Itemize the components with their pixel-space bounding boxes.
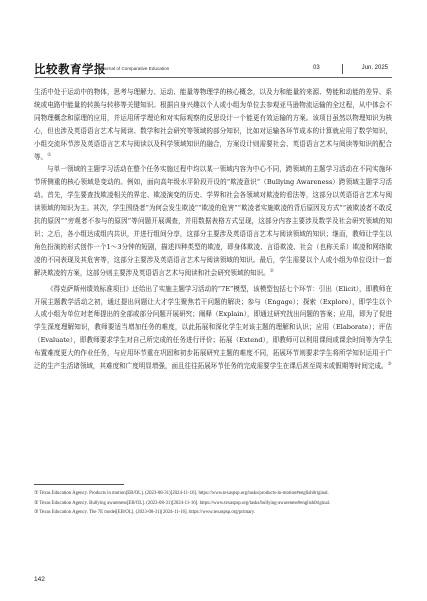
page-header — [34, 64, 392, 80]
footnote-2: ② Texas Education Agency. Bullying awareness[EB/OL]. (2023-08-31)[2024-11-16]. https://www.texaspsp.org/tasks/bullying-awareness#english0riginal. — [34, 500, 331, 506]
footnote-ref-1[interactable]: ① — [47, 152, 52, 158]
header-separator — [342, 64, 343, 74]
issue-number: 03 — [313, 65, 320, 71]
footnote-ref-2[interactable]: ② — [269, 268, 274, 274]
paragraph-3-text: 《得克萨斯州绩效标准项目》还给出了实施主题学习活动的“7E”模型，该模型包括七个环节：引出（Elicit），即教师在开展主题教学活动之初，通过提出问题让大才学生聚焦若干问题的解决；参与（Engage）；探索（Explore），即学生以个人或小组为单位对老师提出的全部或部分问题开展研究；阐释（Explain），即通过研究找出问题的答案；应用，即为了促进学生深度理解知识，教师要适当增加任务的难度，以此拓展和深化学生对该主题的理解和认识；应用（Elaborate）；评估（Evaluate），即教师要求学生对自己所完成的任务进行评价；拓展（Extend），即教师可以利用课间或课余时间等为学生布置难度更大的作业任务，与应用环节重在巩固和初步拓展研究主题的难度不同，拓展环节则要求学生将所学知识运用于广泛的生产生活诸领域，其难度和广度明显增强，面且往往拓展环节任务的完成需要学生在课后甚至周末或假期等时间完成。 — [34, 284, 392, 371]
footnotes — [34, 489, 392, 518]
body-text — [34, 86, 392, 373]
footnote-1: ① Texas Education Agency. Products in motion[EB/OL]. (2023-08-31)[2024-11-16]. https://www.texaspsp.org/tasks/products-in-motion#english0riginal. — [34, 491, 329, 496]
paragraph-2-text: 与单一领域的主题学习活动在整个任务实施过程中均以某一领域内容为中心不同，跨领域的主题学习活动在不同实施环节所侧重的核心领域是变动的。例如，面向高年级水平阶段开设的“欺凌意识”（Bullying Awareness）跨领域主题学习活动。首先，学生要查找欺凌相关的界定、欺凌演变的历史、学界和社会各领域对欺凌的看法等，这部分以英语语言艺术与阅读领域的知识为主。其次，学生围绕者“为何会发生欺凌”“欺凌的危害”“欺凌者实施欺凌的背后原因及方式”“被欺凌者不敢反抗的原因”“旁观者不参与的原因”等问题开展调查，并用数据表格方式呈现，这部分内容主要涉及数学及社会研究领域的知识；之后，各小组达成组内共识，并进行组间分享，这部分主要涉及英语语言艺术与阅读领域的知识；继而，教师让学生以角色扮演的形式创作一个1～3分钟的短剧，描述四种类型的欺凌，即身体欺凌、言语欺凌、社会（也称关系）欺凌和网络欺凌的不同表现及其危害等，这部分主要涉及英语语言艺术与阅读领域的知识。最后，学生需要以个人或小组为单位设计一套解决欺凌的方案，这部分则主要涉及英语语言艺术与阅读和社会研究领域的知识。 — [34, 165, 392, 277]
footnote-rule — [34, 484, 124, 485]
header-rule — [34, 77, 392, 78]
issue-date: Jun. 2025 — [361, 65, 388, 71]
paragraph-2 — [34, 163, 392, 279]
journal-title-en: Journal of Comparative Education — [96, 66, 169, 71]
footnote-3: ③ Texas Education Agency. The 7E model[EB/OL]. (2023-08-31)[2024-11-16]. https://www.texaspsp.org/primary. — [34, 510, 256, 515]
footnote-ref-3[interactable]: ③ — [387, 361, 392, 367]
paragraph-1 — [34, 86, 392, 163]
journal-title-cn: 比较教育学报 — [34, 62, 106, 76]
paragraph-1-text: 生活中处于运动中的物体，思考与理解力、运动、能量等物理学的核心概念，以及力和能量的来源、势能和动能的差异、系统或电路中能量的转换与转移等关键知识。根据自身兴趣以个人或小组为单位去参观亚马逊物流运输的全过程，从中体会不同物理概念和原理的应用，并运用所学理论和对实际观察的反思设计一个能更有效运输的方案。该项目虽然以物理知识为核心，但也涉及英语语言艺术与阅读、数学和社会研究等领域的部分知识，比如对运输各环节成本的计算就应用了数学知识，小组交流环节涉及英语语言艺术与阅读以及科学领域知识的融合，方案设计则需要社会、英语语言艺术与阅读等知识的配合等。 — [34, 88, 392, 161]
paragraph-3 — [34, 283, 392, 373]
page-number: 142 — [34, 576, 45, 583]
